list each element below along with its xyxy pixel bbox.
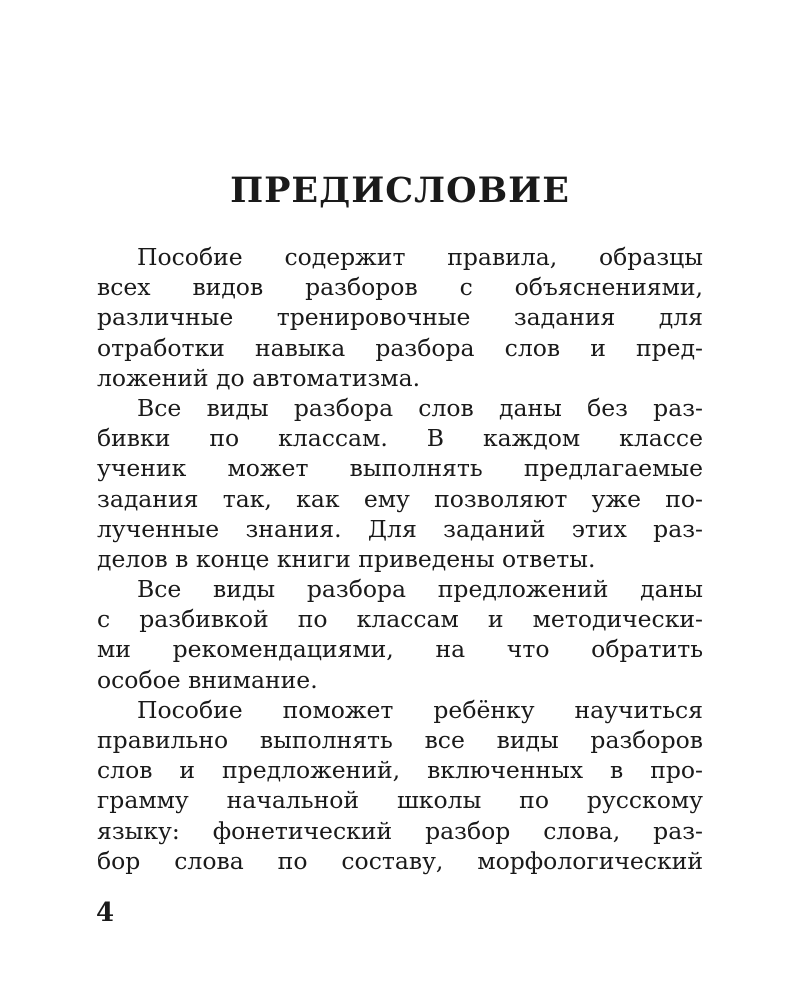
text-line: ученик может выполнять предлагаемые — [97, 454, 703, 483]
text-line: различные тренировочные задания для — [97, 303, 703, 332]
page-title: ПРЕДИСЛОВИЕ — [230, 170, 570, 211]
text-line: Все виды разбора предложений даны — [137, 575, 703, 604]
text-line: ми рекомендациями, на что обратить — [97, 635, 703, 664]
text-line: всех видов разборов с объяснениями, — [97, 273, 703, 302]
page-number: 4 — [96, 898, 115, 928]
text-line: бивки по классам. В каждом классе — [97, 424, 703, 453]
text-line: с разбивкой по классам и методически- — [97, 605, 703, 634]
text-line: задания так, как ему позволяют уже по- — [97, 484, 703, 513]
text-line: языку: фонетический разбор слова, раз- — [97, 816, 703, 845]
body-text — [97, 242, 703, 876]
text-line: делов в конце книги приведены ответы. — [97, 544, 596, 573]
text-line: ложений до автоматизма. — [97, 363, 421, 392]
text-line: бор слова по составу, морфологический — [97, 846, 703, 875]
text-line: лученные знания. Для заданий этих раз- — [97, 514, 703, 543]
text-line: грамму начальной школы по русскому — [97, 786, 703, 815]
text-line: отработки навыка разбора слов и пред- — [97, 333, 703, 362]
text-line: Пособие поможет ребёнку научиться — [137, 695, 703, 724]
text-line: Пособие содержит правила, образцы — [137, 243, 703, 271]
text-line: особое внимание. — [97, 665, 318, 694]
text-line: Все виды разбора слов даны без раз- — [137, 393, 703, 422]
text-line: правильно выполнять все виды разборов — [97, 726, 703, 754]
text-line: слов и предложений, включенных в про- — [97, 756, 703, 785]
